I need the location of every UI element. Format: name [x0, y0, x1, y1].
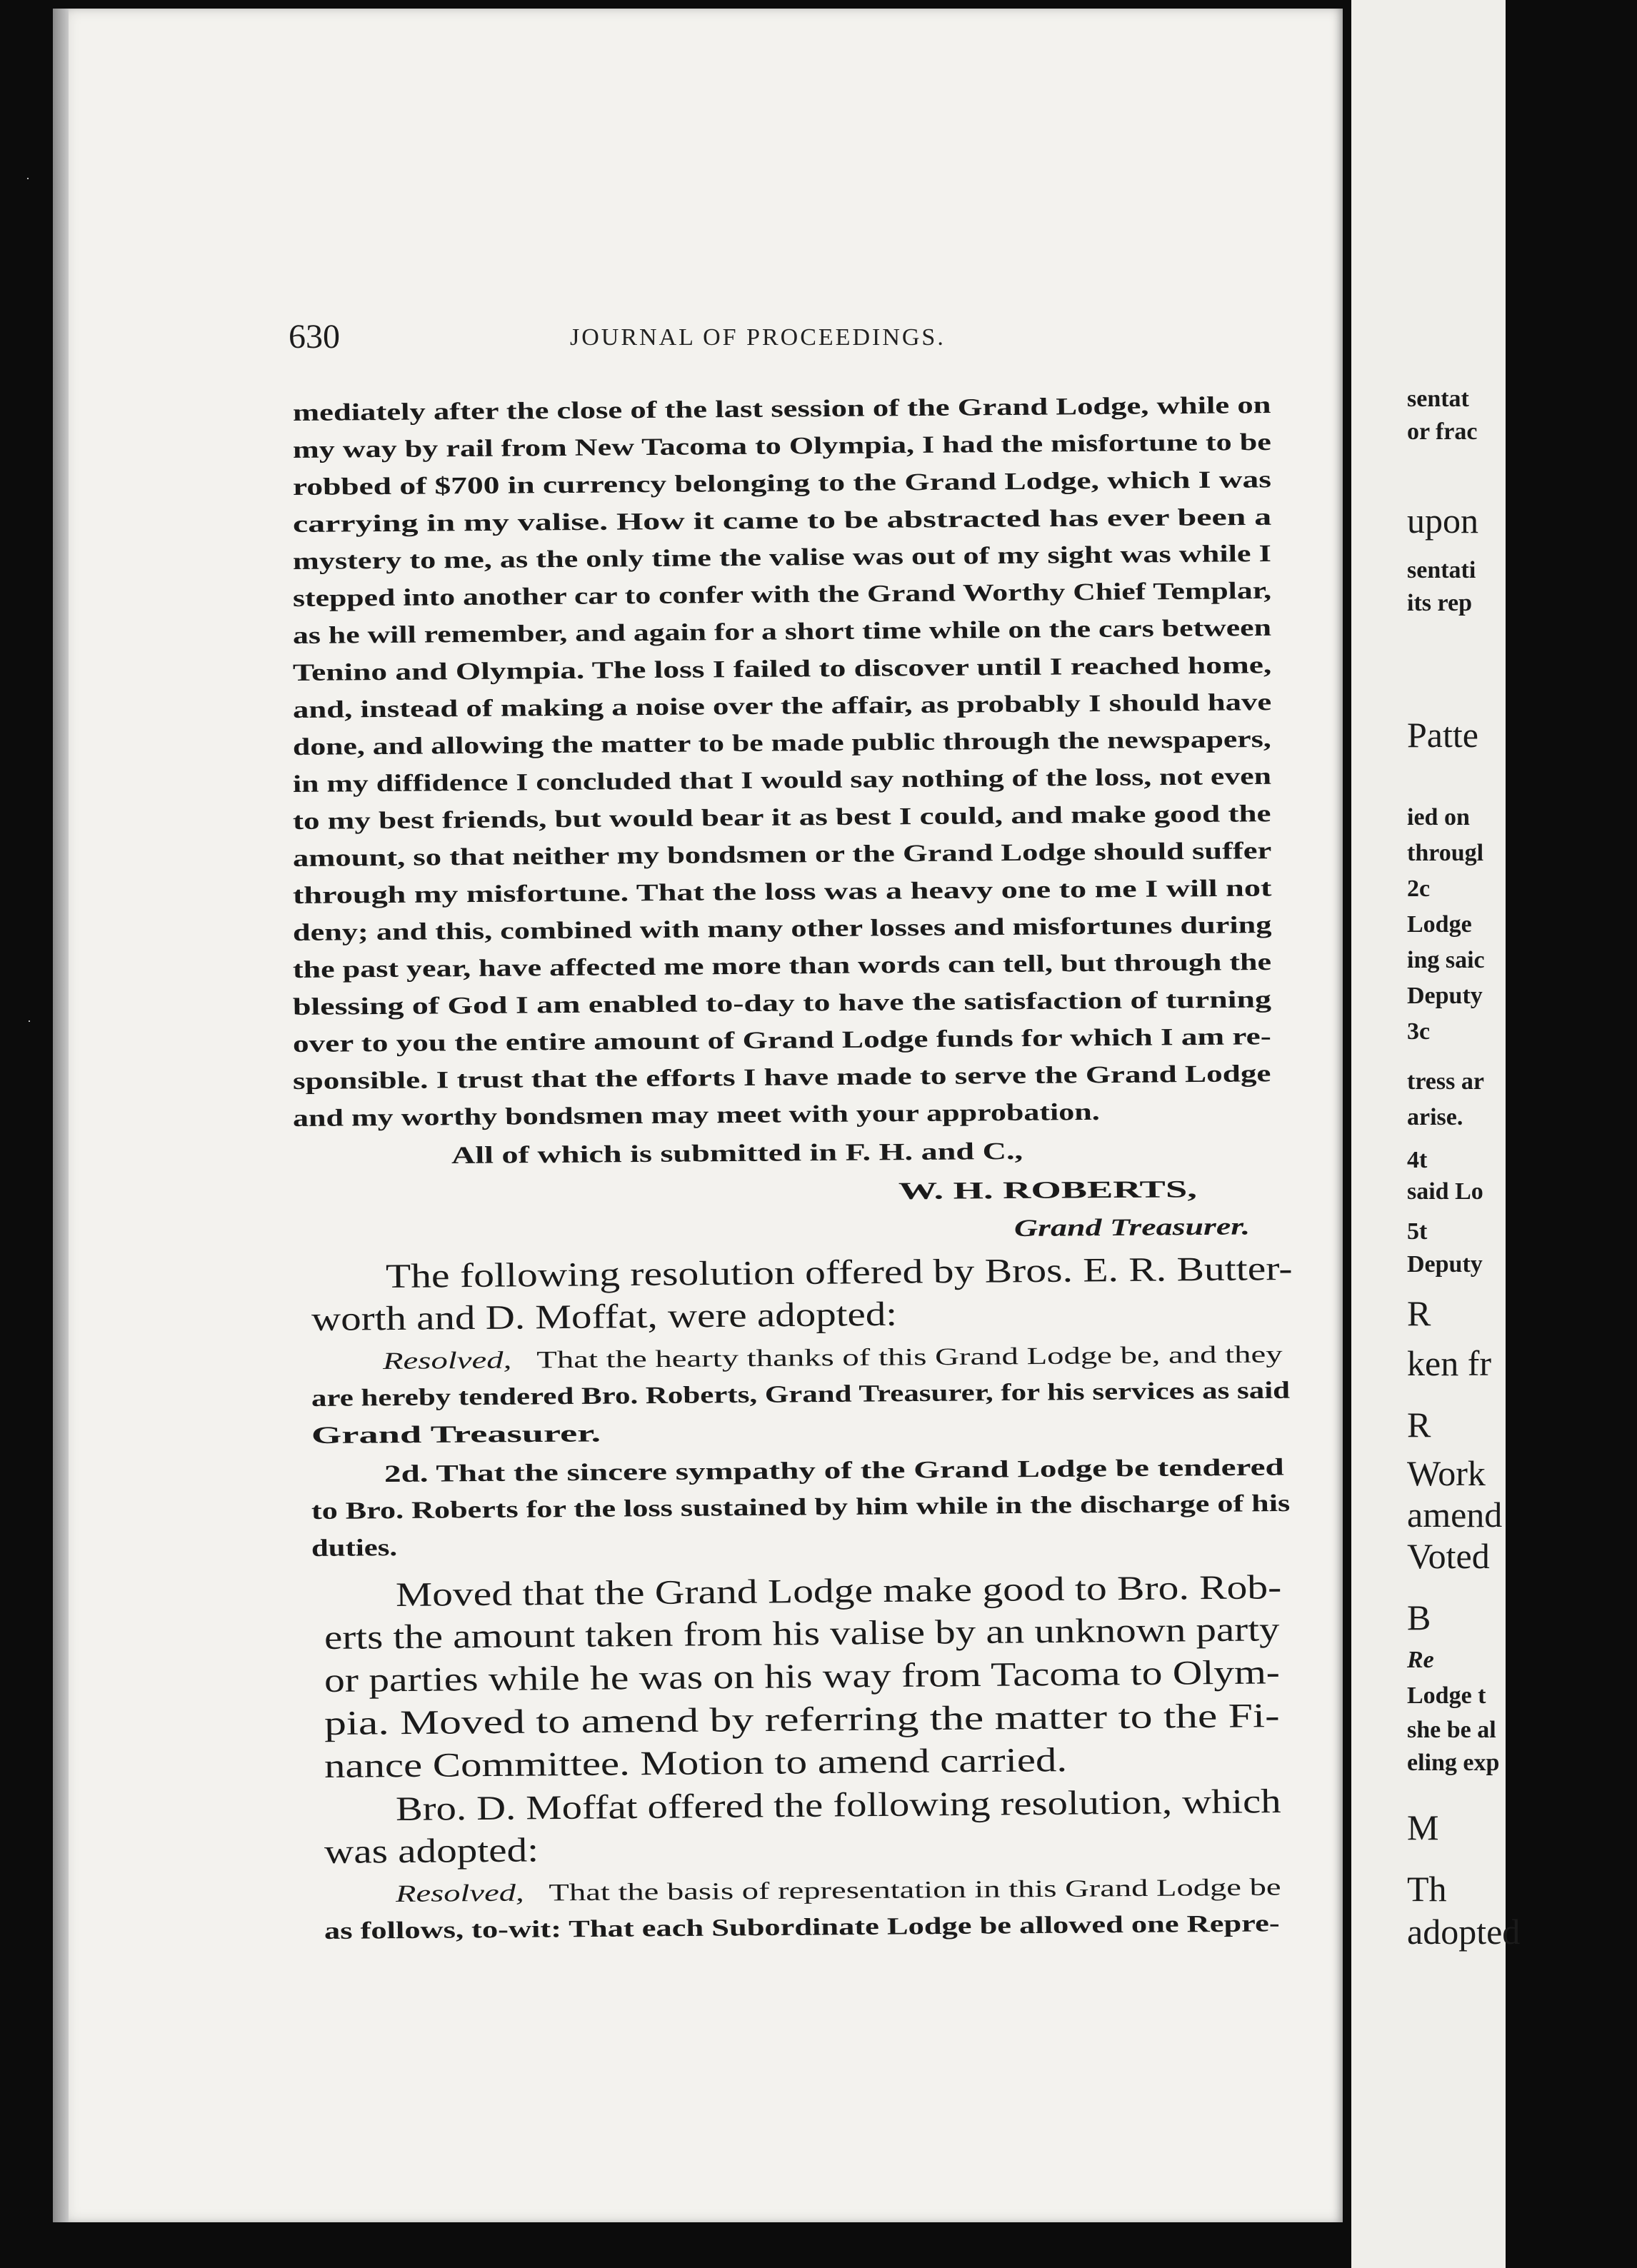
right-page-fragment: its rep [1407, 590, 1472, 616]
body-line: and, instead of making a noise over the affair, as probably I should have [292, 689, 1272, 723]
right-page-fragment: Voted [1407, 1536, 1490, 1576]
resolved-word: Resolved, [395, 1880, 524, 1907]
page-gutter-shadow [53, 9, 69, 2222]
right-page-fragment: or frac [1407, 418, 1478, 445]
resolution-line: are hereby tendered Bro. Roberts, Grand Treasurer, for his services as said [311, 1377, 1291, 1412]
running-header [289, 317, 1288, 367]
right-page-fragment: Deputy [1407, 983, 1483, 1009]
right-page-fragment: adopted [1407, 1912, 1521, 1952]
right-page-fragment: Work [1407, 1453, 1486, 1493]
right-page-fragment: througl [1407, 840, 1484, 866]
body-line: Tenino and Olympia. The loss I failed to discover until I reached home, [292, 652, 1272, 686]
resolution-line: as follows, to-wit: That each Subordinate Lodge be allowed one Repre- [324, 1910, 1280, 1945]
motion-line: or parties while he was on his way from Tacoma to Olym- [324, 1653, 1281, 1700]
body-line: deny; and this, combined with many other losses and misfortunes during [292, 911, 1272, 946]
body-line: over to you the entire amount of Grand Lodge funds for which I am re- [292, 1023, 1272, 1058]
right-page-fragment: tress ar [1407, 1068, 1484, 1095]
body-line: as he will remember, and again for a short time while on the cars between [292, 614, 1272, 649]
resolution-text: That the hearty thanks of this Grand Lodge be, and they [536, 1341, 1283, 1374]
resolution-text: That the basis of representation in this Grand Lodge be [549, 1874, 1281, 1907]
body-line: stepped into another car to confer with the Grand Worthy Chief Templar, [292, 577, 1272, 612]
body-line: done, and allowing the matter to be made public through the newspapers, [292, 726, 1271, 761]
right-page-fragment: ing saic [1407, 947, 1485, 973]
right-page-fragment: arise. [1407, 1104, 1463, 1130]
body-line: mystery to me, as the only time the valise was out of my sight was while I [292, 540, 1272, 575]
motion-line: nance Committee. Motion to amend carried. [324, 1741, 1068, 1785]
right-page-fragment: sentat [1407, 386, 1469, 412]
resolution-line: Grand Treasurer. [311, 1420, 601, 1449]
right-page-edge [1351, 0, 1521, 2268]
page-number: 630 [289, 318, 340, 356]
right-page-fragment: 2c [1407, 875, 1431, 902]
signature-name: W. H. ROBERTS, [898, 1176, 1198, 1205]
right-page-fragment: R [1407, 1293, 1431, 1333]
resolution-intro-line: worth and D. Moffat, were adopted: [311, 1295, 898, 1338]
resolution-2d-line: 2d. That the sincere sympathy of the Grand Lodge be tendered [384, 1454, 1284, 1487]
body-line: mediately after the close of the last session of the Grand Lodge, while on [292, 392, 1271, 426]
right-page-fragment: Lodge [1407, 911, 1472, 938]
motion-line: pia. Moved to amend by referring the matter to the Fi- [324, 1697, 1281, 1742]
right-page-fragment: R [1407, 1405, 1431, 1445]
body-line: carrying in my valise. How it came to be abstracted has ever been a [292, 503, 1272, 538]
right-page-fragment: ied on [1407, 804, 1470, 831]
right-page-fragment: Patte [1407, 715, 1478, 755]
right-page-fragment: upon [1407, 501, 1478, 541]
right-page-fragment: amend [1407, 1495, 1503, 1535]
right-page-fragment: Deputy [1407, 1251, 1483, 1278]
resolution-2d-line: duties. [311, 1535, 398, 1562]
right-page-fragment: Lodge t [1407, 1682, 1486, 1709]
body-line: sponsible. I trust that the efforts I have made to serve the Grand Lodge [292, 1060, 1271, 1095]
right-page-fragment: said Lo [1407, 1178, 1483, 1205]
body-line: in my diffidence I concluded that I would say nothing of the loss, not even [292, 763, 1272, 798]
right-page-fragment: 5t [1407, 1218, 1428, 1245]
right-page-fragment: eling exp [1407, 1750, 1500, 1776]
resolved-word: Resolved, [382, 1347, 512, 1375]
right-page-fragment: Th [1407, 1869, 1447, 1909]
motion-line: Moved that the Grand Lodge make good to Bro. Rob- [395, 1568, 1282, 1614]
resolution-2d-line: to Bro. Roberts for the loss sustained by him while in the discharge of his [311, 1490, 1291, 1525]
resolution-intro-line: The following resolution offered by Bros. E. R. Butter- [385, 1249, 1293, 1295]
body-line: the past year, have affected me more than words can tell, but through the [292, 948, 1272, 983]
right-page-fragment: 4t [1407, 1147, 1428, 1173]
body-line: my way by rail from New Tacoma to Olympia, I had the misfortune to be [292, 428, 1272, 463]
moffat-line: was adopted: [324, 1831, 539, 1871]
scan-speck: · [27, 1014, 31, 1028]
body-line: blessing of God I am enabled to-day to have the satisfaction of turning [292, 986, 1272, 1020]
moffat-line: Bro. D. Moffat offered the following resolution, which [395, 1782, 1281, 1828]
body-line: and my worthy bondsmen may meet with your approbation. [292, 1098, 1101, 1132]
body-line: to my best friends, but would bear it as best I could, and make good the [292, 801, 1271, 835]
scan-speck: · [26, 171, 30, 186]
body-line: through my misfortune. That the loss was a heavy one to me I will not [292, 875, 1272, 909]
closing-line: All of which is submitted in F. H. and C., [451, 1138, 1023, 1169]
running-title: JOURNAL OF PROCEEDINGS. [570, 324, 946, 351]
right-page-fragment: B [1407, 1597, 1431, 1637]
right-page-fragment: ken fr [1407, 1343, 1491, 1383]
right-page-fragment: Re [1407, 1647, 1434, 1673]
right-page-fragment: 3c [1407, 1018, 1431, 1045]
right-page-fragment: she be al [1407, 1717, 1496, 1743]
motion-line: erts the amount taken from his valise by an unknown party [324, 1610, 1280, 1657]
right-page-fragment: sentati [1407, 557, 1476, 583]
signature-title: Grand Treasurer. [1013, 1213, 1251, 1242]
body-line: amount, so that neither my bondsmen or the Grand Lodge should suffer [292, 838, 1272, 872]
body-line: robbed of $700 in currency belonging to the Grand Lodge, which I was [292, 466, 1272, 501]
right-page-fragment: M [1407, 1807, 1439, 1847]
